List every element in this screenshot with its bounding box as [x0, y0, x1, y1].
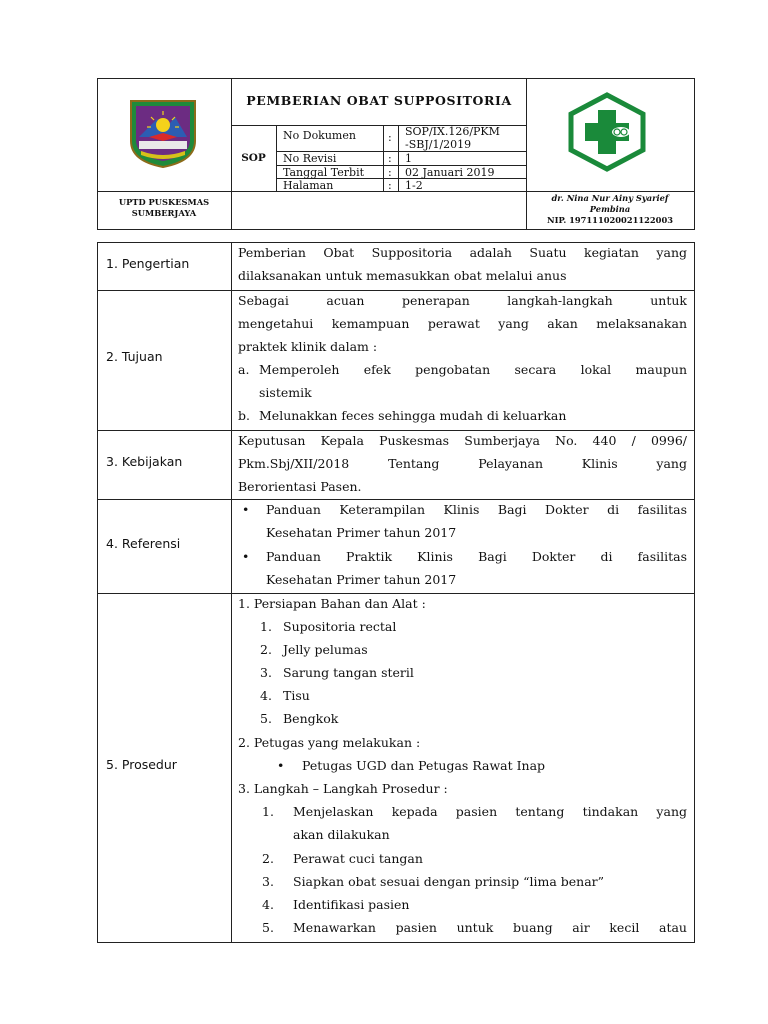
meta-value-tanggal-terbit: 02 Januari 2019: [405, 166, 495, 179]
tujuan-line-1: Sebagai acuan penerapan langkah-langkah untuk: [238, 293, 687, 308]
tujuan-b-line-1: Melunakkan feces sehingga mudah di keluarkan: [259, 408, 567, 423]
bahan-number: 5.: [260, 711, 272, 726]
referensi-item-1-line-1: • Panduan Keterampilan Klinis Bagi Dokter di fasilitas: [266, 498, 687, 521]
org-line-1: UPTD PUSKESMAS: [118, 197, 210, 207]
regency-emblem-logo: [127, 97, 199, 169]
langkah-item-2: Perawat cuci tangan: [293, 851, 423, 866]
meta-label-tanggal-terbit: Tanggal Terbit: [283, 166, 365, 179]
referensi-item-2-line-1: • Panduan Praktik Klinis Bagi Dokter di fasilitas: [266, 545, 687, 568]
langkah-number: 2.: [262, 851, 274, 866]
sop-label: SOP: [241, 152, 266, 164]
meta-value-no-dokumen: SOP/IX.126/PKM: [405, 125, 500, 138]
prosedur-heading-petugas: 2. Petugas yang melakukan :: [238, 735, 421, 750]
bahan-number: 2.: [260, 642, 272, 657]
bahan-item: Supositoria rectal: [283, 619, 397, 634]
kebijakan-line-1: Keputusan Kepala Puskesmas Sumberjaya No. 440 / 0996/: [238, 433, 687, 448]
label-pengertian: 1. Pengertian: [106, 256, 190, 271]
label-referensi: 4. Referensi: [106, 536, 181, 551]
signer-role: Pembina: [589, 204, 631, 214]
meta-value-no-revisi: 1: [405, 152, 412, 165]
bahan-item: Jelly pelumas: [283, 642, 368, 657]
bahan-item: Bengkok: [283, 711, 339, 726]
meta-sep: :: [388, 152, 392, 165]
bullet-icon: •: [277, 758, 285, 773]
signer-nip: NIP. 197111020021122003: [546, 215, 674, 225]
bahan-item: Tisu: [283, 688, 310, 703]
langkah-item-3: Siapkan obat sesuai dengan prinsip “lima benar”: [293, 874, 605, 889]
meta-value-no-dokumen-2: -SBJ/1/2019: [405, 138, 472, 151]
prosedur-heading-bahan: 1. Persiapan Bahan dan Alat :: [238, 596, 426, 611]
meta-label-halaman: Halaman: [283, 179, 334, 192]
meta-label-no-revisi: No Revisi: [283, 152, 337, 165]
pengertian-line-1: Pemberian Obat Suppositoria adalah Suatu kegiatan yang: [238, 245, 687, 260]
organization-name: [98, 197, 230, 219]
langkah-number: 4.: [262, 897, 274, 912]
bahan-number: 3.: [260, 665, 272, 680]
prosedur-heading-langkah: 3. Langkah – Langkah Prosedur :: [238, 781, 448, 796]
signatory-block: [526, 193, 694, 226]
label-kebijakan: 3. Kebijakan: [106, 454, 183, 469]
bahan-item: Sarung tangan steril: [283, 665, 414, 680]
document-title: PEMBERIAN OBAT SUPPOSITORIA: [246, 93, 512, 108]
label-tujuan: 2. Tujuan: [106, 349, 163, 364]
meta-value-halaman: 1-2: [405, 179, 423, 192]
langkah-number: 5.: [262, 920, 274, 935]
tujuan-b-marker: b.: [238, 408, 250, 423]
meta-sep: :: [388, 131, 392, 144]
org-line-2: SUMBERJAYA: [131, 208, 197, 218]
meta-sep: :: [388, 179, 392, 192]
langkah-item-5-line-1: Menawarkan pasien untuk buang air kecil atau: [293, 920, 687, 935]
tujuan-a-line-2: sistemik: [259, 385, 312, 400]
signer-name: dr. Nina Nur Ainy Syarief: [551, 193, 669, 203]
tujuan-a-marker: a.: [238, 362, 250, 377]
kebijakan-line-3: Berorientasi Pasen.: [238, 479, 362, 494]
tujuan-a-line-1: Memperoleh efek pengobatan secara lokal maupun: [259, 362, 687, 377]
bahan-number: 4.: [260, 688, 272, 703]
langkah-item-1-line-1: Menjelaskan kepada pasien tentang tindakan yang: [293, 804, 687, 819]
referensi-item-1-line-2: Kesehatan Primer tahun 2017: [266, 525, 457, 540]
kebijakan-line-2: Pkm.Sbj/XII/2018 Tentang Pelayanan Klinis yang: [238, 456, 687, 471]
tujuan-line-3: praktek klinik dalam :: [238, 339, 378, 354]
label-prosedur: 5. Prosedur: [106, 757, 177, 772]
meta-label-no-dokumen: No Dokumen: [283, 129, 356, 142]
langkah-number: 1.: [262, 804, 274, 819]
bahan-number: 1.: [260, 619, 272, 634]
meta-sep: :: [388, 166, 392, 179]
tujuan-line-2: mengetahui kemampuan perawat yang akan melaksanakan: [238, 316, 687, 331]
langkah-item-1-line-2: akan dilakukan: [293, 827, 390, 842]
langkah-number: 3.: [262, 874, 274, 889]
referensi-item-2-line-2: Kesehatan Primer tahun 2017: [266, 572, 457, 587]
langkah-item-4: Identifikasi pasien: [293, 897, 410, 912]
petugas-item: Petugas UGD dan Petugas Rawat Inap: [302, 758, 546, 773]
puskesmas-logo: [566, 92, 648, 172]
pengertian-line-2: dilaksanakan untuk memasukkan obat melalui anus: [238, 268, 567, 283]
